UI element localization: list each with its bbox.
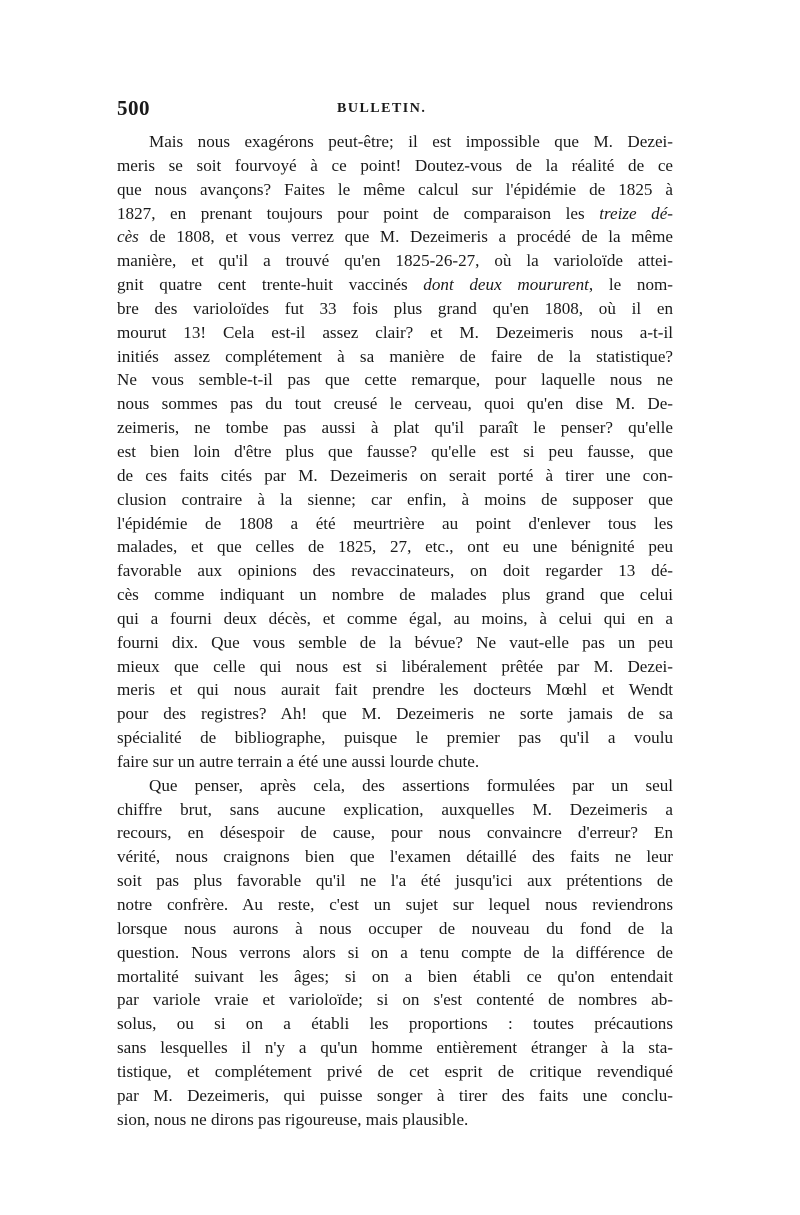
paragraph xyxy=(117,774,673,1132)
text-line: 1827, en prenant toujours pour point de comparaison les treize dé- xyxy=(117,203,673,223)
text-line: question. Nous verrons alors si on a tenu compte de la différence de xyxy=(117,942,673,962)
text-line: clusion contraire à la sienne; car enfin, à moins de supposer que xyxy=(117,489,673,509)
page-header xyxy=(117,96,687,124)
text-line: bre des varioloïdes fut 33 fois plus grand qu'en 1808, où il en xyxy=(117,298,673,318)
text-line: notre confrère. Au reste, c'est un sujet sur lequel nous reviendrons xyxy=(117,895,673,914)
text-line: malades, et que celles de 1825, 27, etc., ont eu une bénignité peu xyxy=(117,537,673,557)
text-line: par variole vraie et varioloïde; si on s'est contenté de nombres ab- xyxy=(117,990,673,1010)
text-line: pour des registres? Ah! que M. Dezeimeris ne sorte jamais de sa xyxy=(117,704,673,724)
text-line: tistique, et complétement privé de cet esprit de critique revendiqué xyxy=(117,1061,673,1081)
text-line: fourni dix. Que vous semble de la bévue? Ne vaut-elle pas un peu xyxy=(117,632,673,652)
text-line: zeimeris, ne tombe pas aussi à plat qu'il paraît le penser? qu'elle xyxy=(117,418,673,438)
text-line: favorable aux opinions des revaccinateurs, on doit regarder 13 dé- xyxy=(117,561,673,581)
text-line: manière, et qu'il a trouvé qu'en 1825-26-27, où la varioloïde attei- xyxy=(117,251,673,271)
text-line: faire sur un autre terrain a été une aussi lourde chute. xyxy=(117,751,480,771)
text-line: meris se soit fourvoyé à ce point! Doutez-vous de la réalité de ce xyxy=(117,155,673,175)
text-line: gnit quatre cent trente-huit vaccinés dont deux moururent, le nom- xyxy=(117,275,673,295)
paragraph xyxy=(117,130,673,774)
text-line: recours, en désespoir de cause, pour nous convaincre d'erreur? En xyxy=(117,823,673,843)
text-line: cès comme indiquant un nombre de malades plus grand que celui xyxy=(117,585,673,605)
text-line: l'épidémie de 1808 a été meurtrière au point d'enlever tous les xyxy=(117,513,673,533)
text-line: sion, nous ne dirons pas rigoureuse, mais plausible. xyxy=(117,1109,469,1129)
text-line: Ne vous semble-t-il pas que cette remarque, pour laquelle nous ne xyxy=(117,370,673,390)
text-line: nous sommes pas du tout creusé le cerveau, quoi qu'en dise M. De- xyxy=(117,394,673,414)
text-line: qui a fourni deux décès, et comme égal, au moins, à celui qui en a xyxy=(117,608,673,628)
page-number: 500 xyxy=(117,96,150,120)
text-line: sans lesquelles il n'y a qu'un homme entièrement étranger à la sta- xyxy=(117,1038,673,1058)
body-text xyxy=(117,130,673,1131)
text-line: spécialité de bibliographe, puisque le premier pas qu'il a voulu xyxy=(117,728,673,748)
text-line: chiffre brut, sans aucune explication, auxquelles M. Dezeimeris a xyxy=(117,799,673,819)
text-line: vérité, nous craignons bien que l'examen détaillé des faits ne leur xyxy=(117,847,673,867)
text-line: Mais nous exagérons peut-être; il est impossible que M. Dezei- xyxy=(149,132,673,151)
text-line: par M. Dezeimeris, qui puisse songer à tirer des faits une conclu- xyxy=(117,1085,673,1105)
text-line: mortalité suivant les âges; si on a bien établi ce qu'on entendait xyxy=(117,966,673,986)
text-line: est bien loin d'être plus que fausse? qu'elle est si peu fausse, que xyxy=(117,441,673,461)
text-line: solus, ou si on a établi les proportions : toutes précautions xyxy=(117,1014,673,1034)
text-line: Que penser, après cela, des assertions formulées par un seul xyxy=(149,775,673,795)
text-line: soit pas plus favorable qu'il ne l'a été jusqu'ici aux prétentions de xyxy=(117,871,673,891)
text-line: initiés assez complétement à sa manière de faire de la statistique? xyxy=(117,346,673,366)
running-head: BULLETIN. xyxy=(337,101,427,116)
text-line: lorsque nous aurons à nous occuper de nouveau du fond de la xyxy=(117,918,673,938)
text-line: cès de 1808, et vous verrez que M. Dezeimeris a procédé de la même xyxy=(117,227,673,247)
text-line: mourut 13! Cela est-il assez clair? et M. Dezeimeris nous a-t-il xyxy=(117,322,673,342)
text-line: mieux que celle qui nous est si libéralement prêtée par M. Dezei- xyxy=(117,656,673,676)
text-line: que nous avançons? Faites le même calcul sur l'épidémie de 1825 à xyxy=(117,179,673,199)
text-line: meris et qui nous aurait fait prendre les docteurs Mœhl et Wendt xyxy=(117,680,673,700)
text-line: de ces faits cités par M. Dezeimeris on serait porté à tirer une con- xyxy=(117,465,673,485)
